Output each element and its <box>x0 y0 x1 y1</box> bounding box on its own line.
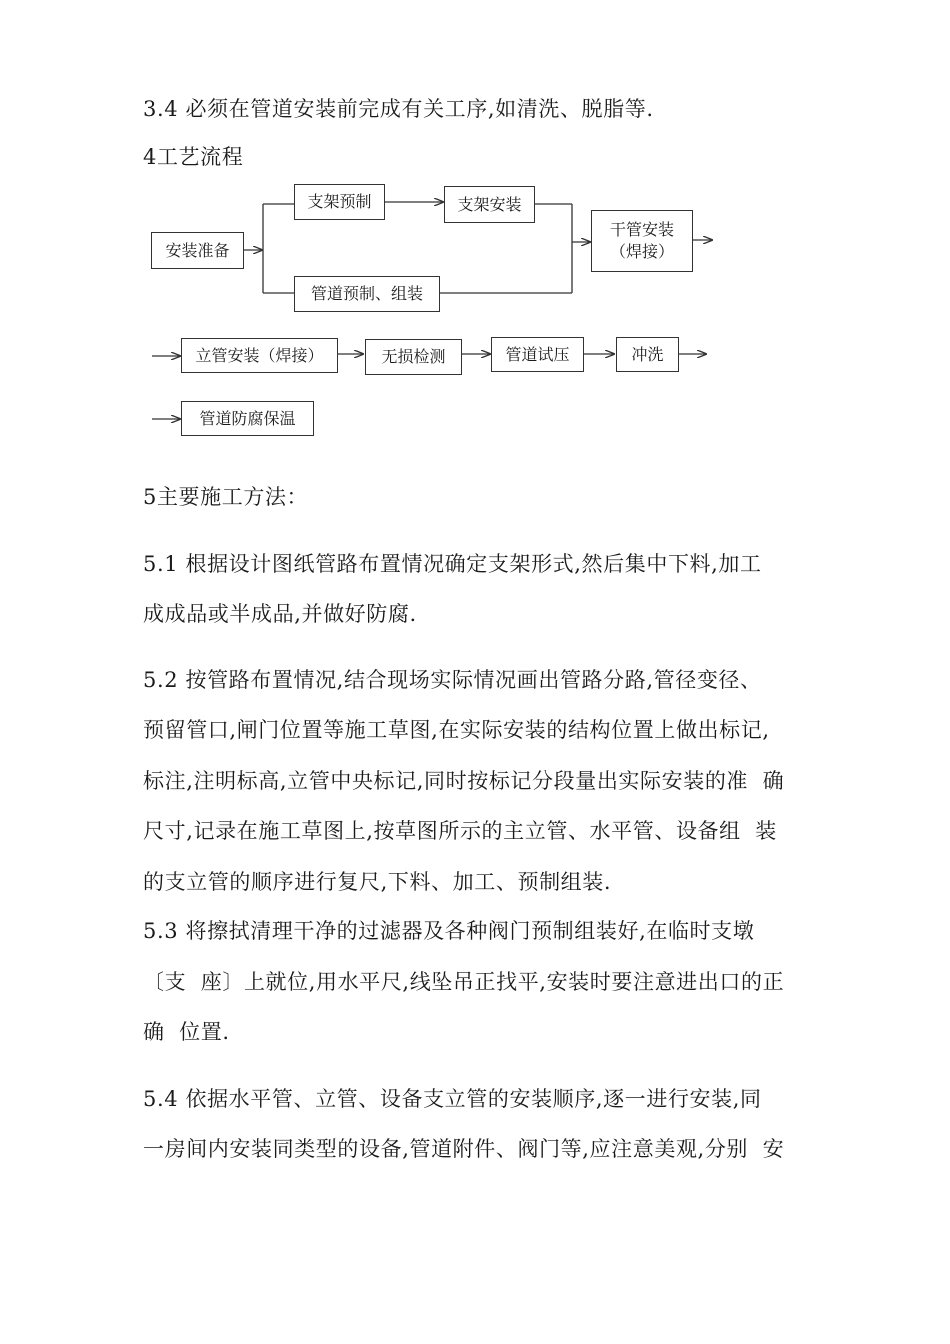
flow-box-main-install: 干管安装 （焊接） <box>591 210 693 272</box>
process-flow-diagram <box>0 0 950 460</box>
section-5-2-line-1: 5.2 按管路布置情况,结合现场实际情况画出管路分路,管径变径、 <box>143 668 762 692</box>
section-5-3-line-2: 〔支 座〕上就位,用水平尺,线坠吊正找平,安装时要注意进出口的正 <box>143 970 785 994</box>
section-5-3-line-1: 5.3 将擦拭清理干净的过滤器及各种阀门预制组装好,在临时支墩 <box>143 919 755 943</box>
flow-box-prepare: 安装准备 <box>151 232 244 269</box>
section-5-2-line-4: 尺寸,记录在施工草图上,按草图所示的主立管、水平管、设备组 装 <box>143 819 777 843</box>
section-5-2-line-3: 标注,注明标高,立管中央标记,同时按标记分段量出实际安装的准 确 <box>143 769 785 793</box>
section-5-1-line-1: 5.1 根据设计图纸管路布置情况确定支架形式,然后集中下料,加工 <box>143 552 762 576</box>
flow-box-pipe-prefab: 管道预制、组装 <box>294 276 440 312</box>
section-3-4-text: 3.4 必须在管道安装前完成有关工序,如清洗、脱脂等. <box>143 97 654 121</box>
flow-box-support-install: 支架安装 <box>444 186 535 223</box>
section-5-4-line-1: 5.4 依据水平管、立管、设备支立管的安装顺序,逐一进行安装,同 <box>143 1087 762 1111</box>
flow-box-flush: 冲洗 <box>616 337 679 372</box>
section-4-heading: 4工艺流程 <box>143 145 244 169</box>
section-5-2-line-2: 预留管口,闸门位置等施工草图,在实际安装的结构位置上做出标记, <box>143 718 770 742</box>
flow-box-ndt: 无损检测 <box>365 339 462 375</box>
section-5-3-line-3: 确 位置. <box>143 1020 230 1044</box>
section-5-2-line-5: 的支立管的顺序进行复尺,下料、加工、预制组装. <box>143 870 612 894</box>
section-5-4-line-2: 一房间内安装同类型的设备,管道附件、阀门等,应注意美观,分别 安 <box>143 1137 785 1161</box>
flow-box-pressure-test: 管道试压 <box>491 337 584 372</box>
section-5-heading: 5主要施工方法： <box>143 485 309 509</box>
section-5-1-line-2: 成成品或半成品,并做好防腐. <box>143 602 417 626</box>
flow-box-riser-install: 立管安装（焊接） <box>181 338 338 373</box>
flow-box-support-prefab: 支架预制 <box>294 184 385 220</box>
flow-box-anticorrosion: 管道防腐保温 <box>181 401 314 436</box>
